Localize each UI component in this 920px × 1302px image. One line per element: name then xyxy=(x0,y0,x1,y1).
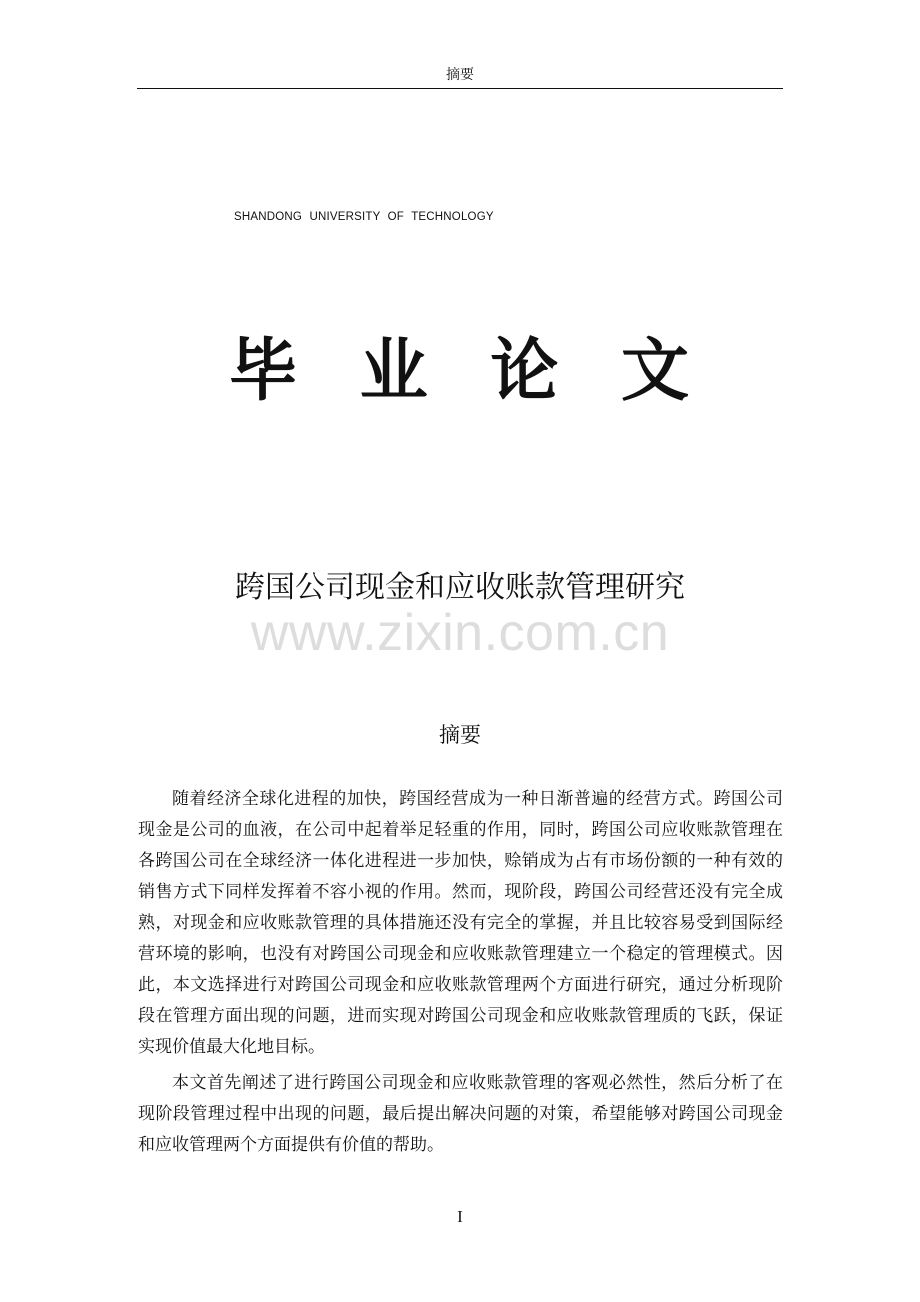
document-type-char: 文 xyxy=(620,332,689,411)
page-number: I xyxy=(457,1207,463,1226)
thesis-title: 跨国公司现金和应收账款管理研究 xyxy=(235,570,685,605)
document-type-title xyxy=(229,332,689,412)
university-name: SHANDONG UNIVERSITY OF TECHNOLOGY xyxy=(234,211,494,223)
document-type-char: 论 xyxy=(490,332,559,411)
abstract-paragraph: 随着经济全球化进程的加快，跨国经营成为一种日渐普遍的经营方式。跨国公司现金是公司的血液，在公司中起着举足轻重的作用，同时，跨国公司应收账款管理在各跨国公司在全球经济一体化进程进一步加快，赊销成为占有市场份额的一种有效的销售方式下同样发挥着不容小视的作用。然而，现阶段，跨国公司经营还没有完全成熟，对现金和应收账款管理的具体措施还没有完全的掌握，并且比较容易受到国际经营环境的影响，也没有对跨国公司现金和应收账款管理建立一个稳定的管理模式。因此，本文选择进行对跨国公司现金和应收账款管理两个方面进行研究，通过分析现阶段在管理方面出现的问题，进而实现对跨国公司现金和应收账款管理质的飞跃，保证实现价值最大化地目标。 xyxy=(138,789,783,1057)
abstract-heading: 摘要 xyxy=(439,723,481,747)
abstract-paragraph: 本文首先阐述了进行跨国公司现金和应收账款管理的客观必然性，然后分析了在现阶段管理过程中出现的问题，最后提出解决问题的对策，希望能够对跨国公司现金和应收管理两个方面提供有价值的帮助。 xyxy=(138,1073,783,1155)
running-header: 摘要 xyxy=(446,67,474,83)
header-divider xyxy=(137,88,783,89)
document-type-char: 毕 xyxy=(229,332,298,411)
document-type-char: 业 xyxy=(359,332,428,411)
abstract-body xyxy=(138,784,783,1161)
watermark: www.zixin.com.cn xyxy=(250,604,670,662)
